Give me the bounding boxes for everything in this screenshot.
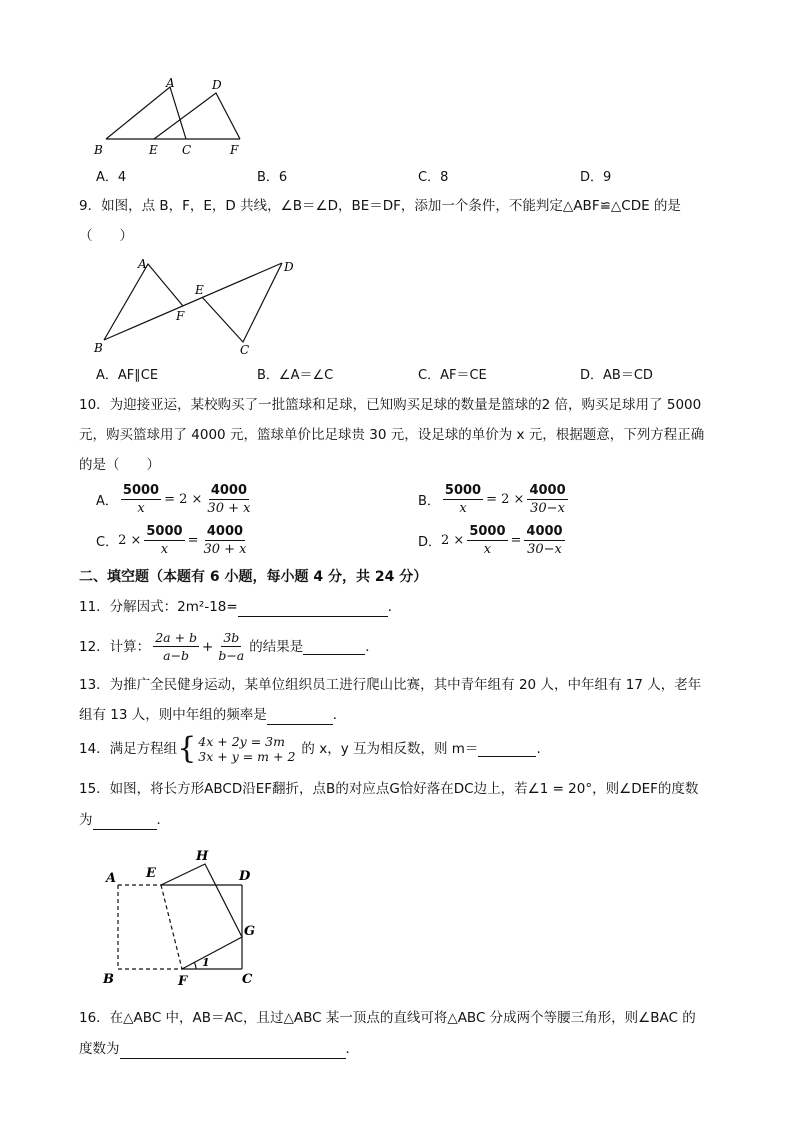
q9-figure: [88, 252, 308, 356]
q10-option-a-frac2: $\frac{4000}{30 + x}$: [207, 483, 251, 516]
q15-label-f: F: [178, 974, 188, 989]
q10-option-d: [418, 523, 568, 558]
q13-end: ．: [332, 707, 347, 723]
q8-label-b: B: [94, 143, 103, 157]
q10-option-a: [96, 482, 255, 517]
q15-label-angle-1: 1: [202, 956, 210, 969]
q10-option-d-frac1: $\frac{5000}{x}$: [469, 524, 506, 557]
q14-answer-blank[interactable]: [478, 741, 536, 757]
q9-label-d: D: [284, 260, 294, 274]
q14-prefix: 14．满足方程组: [79, 741, 178, 757]
q15-label-b: B: [103, 972, 114, 987]
q10-option-c-frac2: $\frac{4000}{30 + x}$: [203, 524, 247, 557]
q12-plus: +: [202, 638, 214, 655]
q14-equation-2: 3x + y = m + 2: [198, 749, 296, 764]
q8-label-a: A: [166, 76, 175, 90]
q9-label-e: E: [195, 283, 204, 297]
q8-label-e: E: [149, 143, 158, 157]
q9-stem-line2: （ ）: [79, 228, 133, 244]
q10-option-c-coef: 2 ×: [118, 533, 142, 548]
q14-equation-system: [177, 731, 296, 766]
q10-option-b-frac2: $\frac{4000}{30-x}$: [529, 483, 566, 516]
q15-stem-line2: [79, 810, 170, 830]
q13-text: 组有 13 人，则中年组的频率是: [79, 707, 267, 723]
q11-text: 11．分解因式：2m²-18=: [79, 599, 238, 615]
q15-label-e: E: [146, 866, 156, 881]
q14-equation-1: 4x + 2y = 3m: [198, 734, 285, 749]
q16-end: ．: [345, 1041, 359, 1057]
q15-end: ．: [156, 812, 170, 828]
q9-stem-line1: 9．如图，点 B，F，E，D 共线，∠B＝∠D，BE＝DF，添加一个条件，不能判定△ABF≌△CDE 的是: [79, 198, 681, 214]
q10-option-d-letter: D．: [418, 535, 442, 550]
q10-option-d-coef: 2 ×: [441, 533, 465, 548]
q15-label-g: G: [244, 924, 256, 939]
q12-answer-blank[interactable]: [303, 639, 365, 655]
q10-option-b-op: = 2 ×: [486, 492, 525, 507]
q12-suffix: 的结果是: [249, 638, 304, 655]
q8-label-d: D: [212, 78, 222, 92]
q9-line-bd: [104, 263, 282, 340]
q15-label-d: D: [239, 869, 251, 884]
q10-stem-line1: 10．为迎接亚运，某校购买了一批篮球和足球，已知购买足球的数量是篮球的2 倍，购买足球用了 5000: [79, 397, 702, 413]
q10-option-d-frac2: $\frac{4000}{30-x}$: [526, 524, 563, 557]
q8-label-f: F: [230, 143, 239, 157]
q14-end: .: [536, 741, 541, 757]
q9-triangle-abf: [104, 264, 183, 340]
q9-label-f: F: [176, 309, 185, 323]
q14-line: [79, 731, 541, 766]
q16-text: 度数为: [79, 1041, 120, 1057]
q8-option-c: C．8: [418, 170, 449, 185]
q8-option-d: D．9: [580, 170, 612, 185]
q9-label-c: C: [240, 343, 250, 356]
q8-triangle-abc: [106, 87, 186, 139]
q15-stem-line1: 15．如图，将长方形ABCD沿EF翻折，点B的对应点G恰好落在DC边上，若∠1 = 20°，则∠DEF的度数: [79, 781, 699, 797]
q16-stem-line2: [79, 1039, 359, 1059]
q8-option-b: B．6: [257, 170, 288, 185]
q10-stem-line2: 元，购买篮球用了 4000 元，篮球单价比足球贵 30 元，设足球的单价为 x 元，根据题意，下列方程正确: [79, 427, 705, 443]
q12-frac2: $\frac{3b}{b-a}$: [218, 630, 245, 663]
q12-line: [79, 629, 379, 664]
q12-end: ．: [365, 638, 379, 655]
q10-option-b-frac1: $\frac{5000}{x}$: [444, 483, 482, 516]
q8-triangle-def: [154, 93, 240, 139]
q14-brace: {: [177, 731, 197, 766]
q10-option-a-letter: A．: [96, 494, 118, 509]
q10-option-c-letter: C．: [96, 535, 119, 550]
q10-option-d-op: =: [510, 533, 522, 548]
q9-label-b: B: [94, 341, 103, 355]
q13-stem-line1: 13．为推广全民健身运动，某单位组织员工进行爬山比赛，其中青年组有 20 人，中年组有 17 人，老年: [79, 677, 702, 693]
q8-option-a: A．4: [96, 170, 127, 185]
q10-stem-line3: 的是（ ）: [79, 457, 160, 473]
q12-frac1: $\frac{2a + b}{a-b}$: [155, 630, 198, 663]
q10-option-b: [418, 482, 571, 517]
q14-suffix: 的 x，y 互为相反数，则 m＝: [301, 741, 479, 757]
section-2-title: 二、填空题（本题有 6 小题，每小题 4 分，共 24 分）: [79, 569, 428, 585]
q15-text: 为: [79, 812, 93, 828]
q16-stem-line1: 16．在△ABC 中，AB＝AC，且过△ABC 某一顶点的直线可将△ABC 分成两个等腰三角形，则∠BAC 的: [79, 1010, 696, 1026]
q9-option-d: D．AB＝CD: [580, 368, 653, 383]
q15-label-c: C: [242, 972, 253, 987]
q9-option-a: A．AF∥CE: [96, 368, 159, 383]
q8-figure: [88, 76, 258, 158]
q15-dashed-ef: [161, 885, 182, 969]
q11-answer-blank[interactable]: [238, 601, 388, 617]
q11-line: [79, 597, 401, 617]
q15-figure: [98, 844, 268, 990]
q10-option-a-op: = 2 ×: [164, 492, 203, 507]
q10-option-c: [96, 523, 252, 558]
q13-answer-blank[interactable]: [267, 709, 333, 725]
q10-option-b-letter: B．: [418, 494, 440, 509]
q10-option-c-op: =: [187, 533, 199, 548]
q8-label-c: C: [182, 143, 192, 157]
q9-option-c: C．AF＝CE: [418, 368, 487, 383]
q11-end: ．: [387, 599, 402, 615]
q15-answer-blank[interactable]: [93, 814, 157, 830]
q9-triangle-cde: [202, 263, 282, 342]
q15-label-h: H: [196, 849, 209, 864]
q9-option-b: B．∠A＝∠C: [257, 368, 334, 383]
q10-option-c-frac1: $\frac{5000}{x}$: [146, 524, 183, 557]
q13-stem-line2: [79, 705, 346, 725]
q15-label-a: A: [106, 871, 117, 886]
q12-prefix: 12．计算：: [79, 638, 151, 655]
q9-label-a: A: [138, 257, 147, 271]
q15-angle-arc: [194, 962, 196, 969]
q16-answer-blank[interactable]: [120, 1043, 346, 1059]
q15-folded-polygon: [161, 864, 242, 969]
q10-option-a-frac1: $\frac{5000}{x}$: [122, 483, 160, 516]
